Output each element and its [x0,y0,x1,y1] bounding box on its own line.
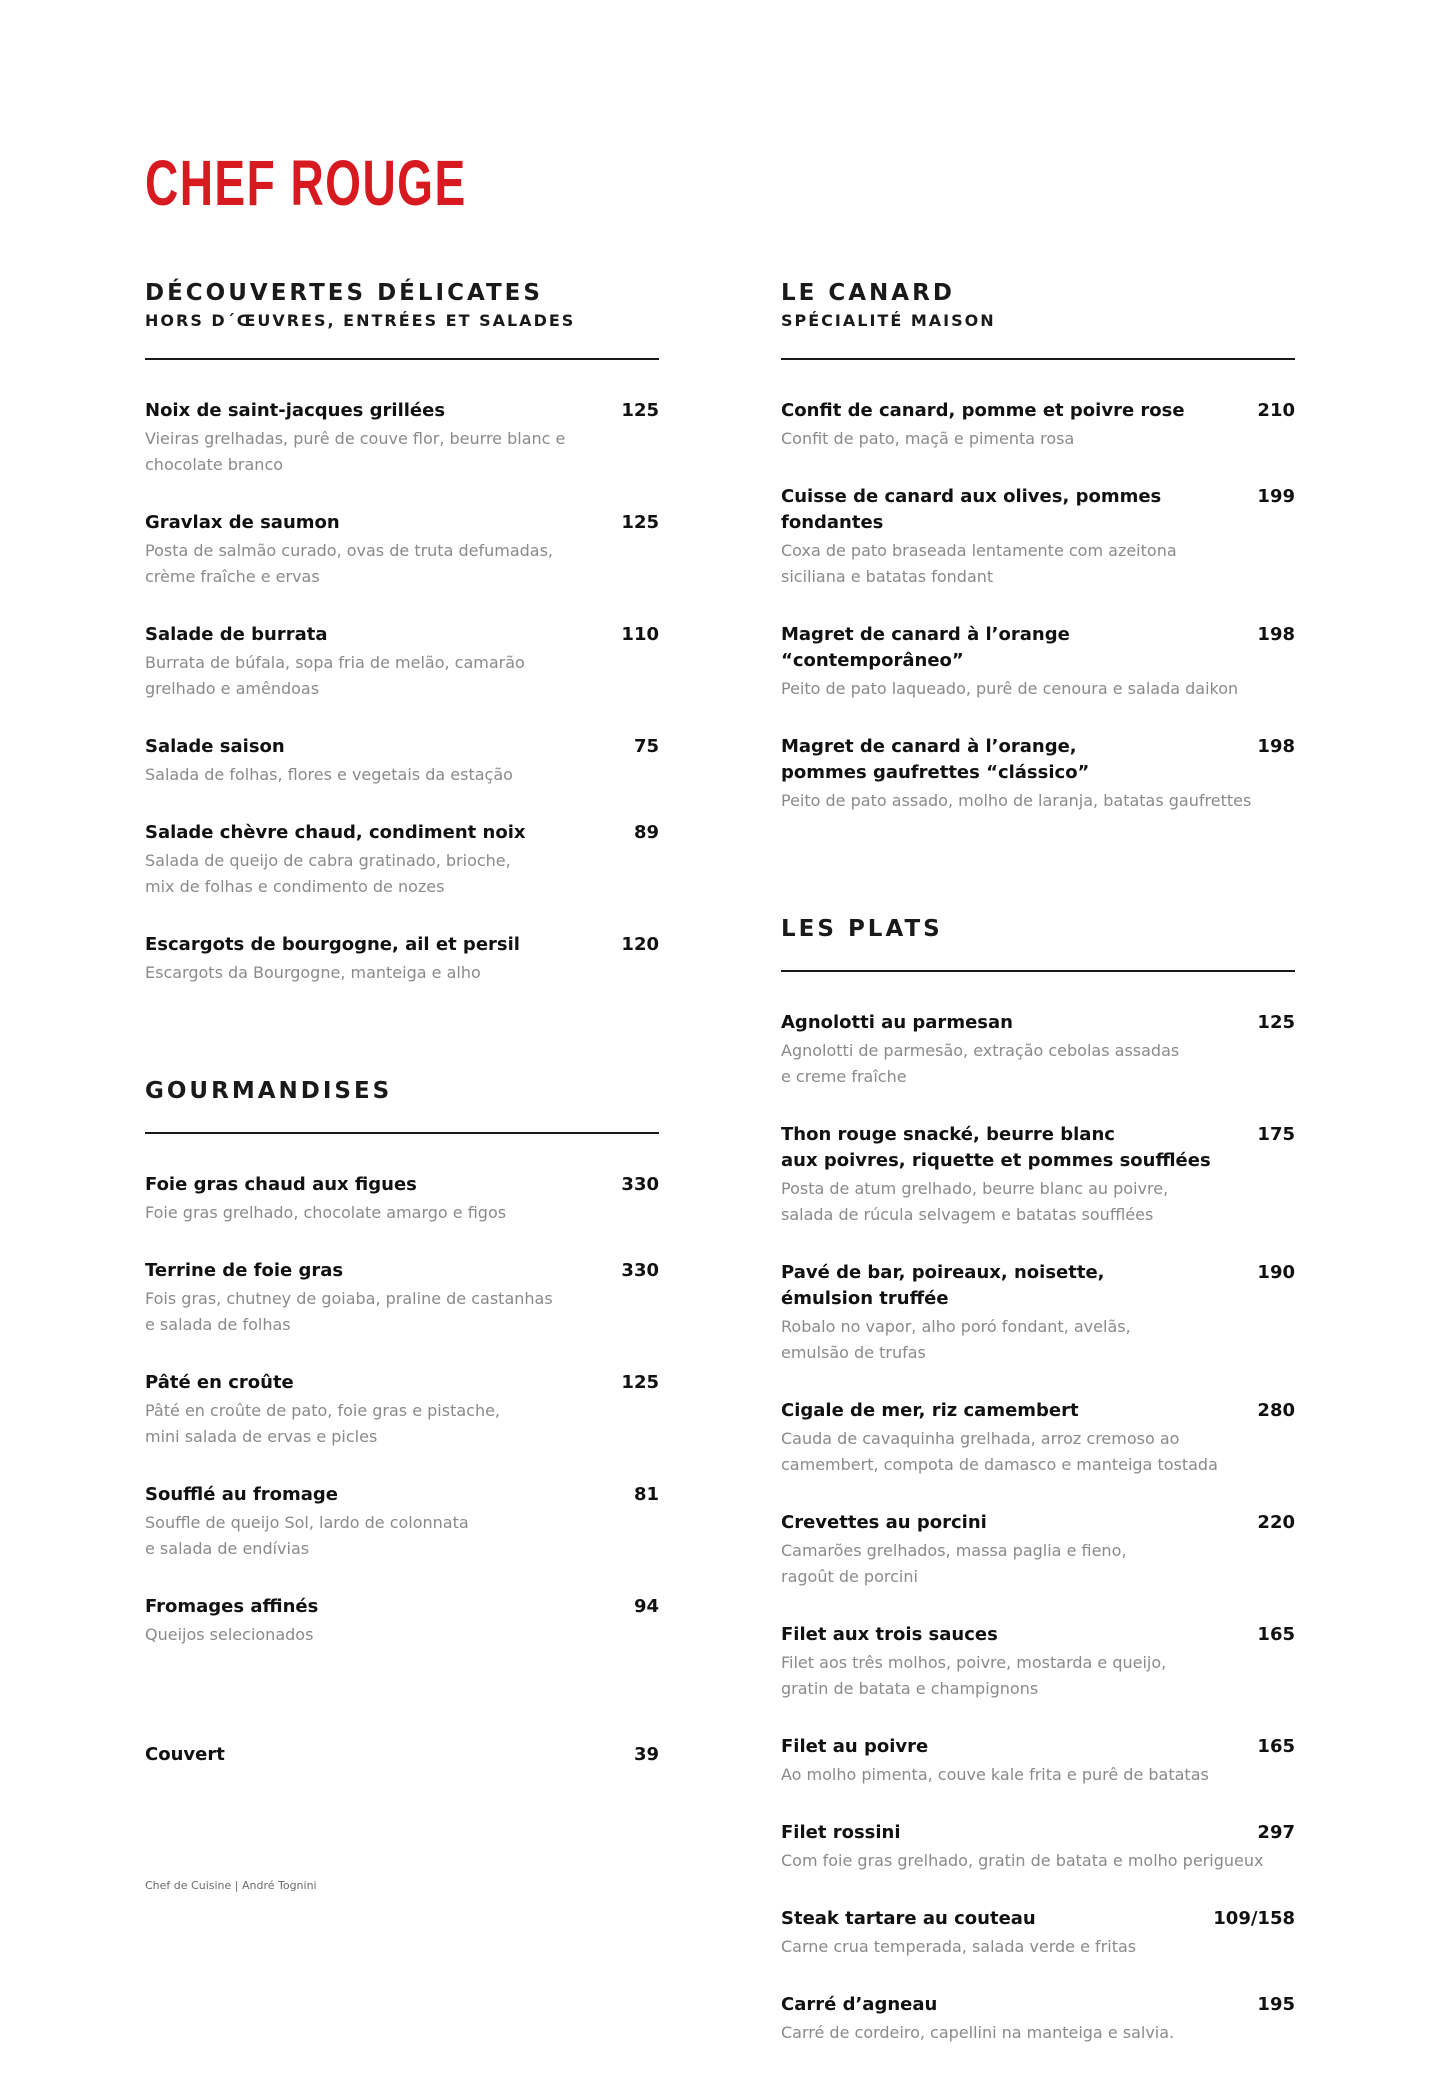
item-price: 198 [1257,624,1295,645]
item-description: Foie gras grelhado, chocolate amargo e figos [145,1203,507,1222]
menu-item [145,820,659,900]
menu-list [145,398,659,986]
item-description: Filet aos três molhos, poivre, mostarda e queijo, gratin de batata e champignons [781,1653,1167,1698]
item-description: Peito de pato assado, molho de laranja, batatas gaufrettes [781,791,1252,810]
item-name: Carré d’agneau [781,1994,938,2015]
menu-item [145,1742,659,1768]
menu-item [781,734,1295,814]
item-description: Vieiras grelhadas, purê de couve flor, beurre blanc e chocolate branco [145,429,566,474]
menu-item [145,1172,659,1226]
item-name: Pavé de bar, poireaux, noisette, émulsion truffée [781,1262,1105,1309]
item-description: Posta de atum grelhado, beurre blanc au poivre, salada de rúcula selvagem e batatas soufflées [781,1179,1169,1224]
item-description: Cauda de cavaquinha grelhada, arroz cremoso ao camembert, compota de damasco e manteiga tostada [781,1429,1218,1474]
item-name: Foie gras chaud aux figues [145,1174,417,1195]
section-subtitle: SPÉCIALITÉ MAISON [781,311,996,330]
item-price: 75 [633,736,659,757]
item-price: 110 [621,624,659,645]
item-name: Cigale de mer, riz camembert [781,1400,1079,1421]
menu-item [781,1510,1295,1590]
menu-item [781,1992,1295,2046]
item-description: Salada de folhas, flores e vegetais da estação [145,765,513,784]
item-name: Pâté en croûte [145,1372,294,1393]
item-price: 210 [1257,400,1295,421]
section-title: LES PLATS [781,916,943,942]
item-name: Filet aux trois sauces [781,1624,998,1645]
item-price: 190 [1257,1262,1295,1283]
menu-item [781,1260,1295,1366]
menu-item [781,1820,1295,1874]
brand-logo: CHEF ROUGE [145,147,467,219]
item-price: 199 [1257,486,1295,507]
item-name: Terrine de foie gras [145,1260,344,1281]
item-description: Coxa de pato braseada lentamente com azeitona siciliana e batatas fondant [781,541,1177,586]
section-title: DÉCOUVERTES DÉLICATES [145,280,543,306]
menu-item [145,1370,659,1450]
item-description: Pâté en croûte de pato, foie gras e pistache, mini salada de ervas e picles [145,1401,501,1446]
menu-item [145,1482,659,1562]
item-name: Confit de canard, pomme et poivre rose [781,400,1185,421]
item-price: 198 [1257,736,1295,757]
menu-item [145,734,659,788]
item-description: Queijos selecionados [145,1625,314,1644]
item-price: 120 [621,934,659,955]
item-name: Couvert [145,1744,225,1765]
item-price: 109/158 [1213,1908,1295,1929]
item-name: Gravlax de saumon [145,512,340,533]
section-divider [781,970,1295,972]
footer-credit: Chef de Cuisine | André Tognini [145,1879,317,1892]
item-description: Ao molho pimenta, couve kale frita e purê de batatas [781,1765,1209,1784]
item-price: 195 [1257,1994,1295,2015]
item-price: 125 [1257,1012,1295,1033]
item-price: 220 [1257,1512,1295,1533]
section-divider [145,1132,659,1134]
item-name: Noix de saint-jacques grillées [145,400,446,421]
section-decouvertes [145,278,659,986]
item-description: Salada de queijo de cabra gratinado, brioche, mix de folhas e condimento de nozes [145,851,511,896]
item-description: Confit de pato, maçã e pimenta rosa [781,429,1075,448]
item-name: Cuisse de canard aux olives, pommes fondantes [781,486,1162,533]
menu-item [781,622,1295,702]
item-price: 125 [621,400,659,421]
item-description: Souffle de queijo Sol, lardo de colonnata e salada de endívias [145,1513,469,1558]
menu-item [781,1010,1295,1090]
item-name: Salade chèvre chaud, condiment noix [145,822,526,843]
item-price: 39 [633,1744,659,1765]
item-price: 94 [633,1596,659,1617]
item-description: Escargots da Bourgogne, manteiga e alho [145,963,481,982]
section-title: GOURMANDISES [145,1078,393,1104]
menu-item [145,932,659,986]
item-name: Escargots de bourgogne, ail et persil [145,934,520,955]
item-price: 89 [633,822,659,843]
item-price: 165 [1257,1736,1295,1757]
menu-item [781,1622,1295,1702]
item-name: Steak tartare au couteau [781,1908,1036,1929]
item-description: Burrata de búfala, sopa fria de melão, camarão grelhado e amêndoas [145,653,525,698]
item-description: Fois gras, chutney de goiaba, praline de castanhas e salada de folhas [145,1289,553,1334]
section-les-plats [781,914,1295,2046]
item-name: Magret de canard à l’orange, pommes gaufrettes “clássico” [781,736,1090,783]
item-name: Salade de burrata [145,624,328,645]
item-price: 330 [621,1174,659,1195]
item-name: Magret de canard à l’orange “contemporâneo” [781,624,1070,671]
section-le-canard [781,278,1295,814]
item-price: 297 [1257,1822,1295,1843]
menu-list [781,398,1295,814]
menu-item [781,1398,1295,1478]
item-name: Crevettes au porcini [781,1512,987,1533]
item-name: Agnolotti au parmesan [781,1012,1013,1033]
menu-list [781,1010,1295,2046]
item-description: Com foie gras grelhado, gratin de batata e molho perigueux [781,1851,1264,1870]
item-name: Salade saison [145,736,285,757]
item-description: Carré de cordeiro, capellini na manteiga e salvia. [781,2023,1175,2042]
section-gourmandises [145,1076,659,1648]
item-price: 125 [621,1372,659,1393]
item-description: Carne crua temperada, salada verde e fritas [781,1937,1137,1956]
item-price: 125 [621,512,659,533]
item-description: Robalo no vapor, alho poró fondant, avelãs, emulsão de trufas [781,1317,1131,1362]
item-price: 280 [1257,1400,1295,1421]
item-price: 81 [633,1484,659,1505]
item-name: Filet au poivre [781,1736,929,1757]
item-name: Filet rossini [781,1822,901,1843]
section-divider [781,358,1295,360]
item-price: 175 [1257,1124,1295,1145]
menu-item [145,1594,659,1648]
menu-item [781,1122,1295,1228]
menu-item [145,398,659,478]
section-divider [145,358,659,360]
item-description: Peito de pato laqueado, purê de cenoura e salada daikon [781,679,1239,698]
menu-item [781,1734,1295,1788]
item-name: Fromages affinés [145,1596,319,1617]
item-description: Camarões grelhados, massa paglia e fieno, ragoût de porcini [781,1541,1127,1586]
menu-item [145,1258,659,1338]
menu-item [781,398,1295,452]
item-name: Thon rouge snacké, beurre blanc aux poivres, riquette et pommes soufflées [781,1124,1211,1171]
item-price: 330 [621,1260,659,1281]
menu-list [145,1172,659,1648]
left-column [145,278,659,1680]
section-subtitle: HORS D´ŒUVRES, ENTRÉES ET SALADES [145,311,576,330]
item-description: Agnolotti de parmesão, extração cebolas assadas e creme fraîche [781,1041,1180,1086]
item-description: Posta de salmão curado, ovas de truta defumadas, crème fraîche e ervas [145,541,554,586]
item-name: Soufflé au fromage [145,1484,339,1505]
menu-item [145,510,659,590]
menu-item [145,622,659,702]
section-title: LE CANARD [781,280,955,306]
couvert-row [145,1742,659,1800]
menu-item [781,1906,1295,1960]
right-column [781,278,1295,2078]
item-price: 165 [1257,1624,1295,1645]
menu-item [781,484,1295,590]
